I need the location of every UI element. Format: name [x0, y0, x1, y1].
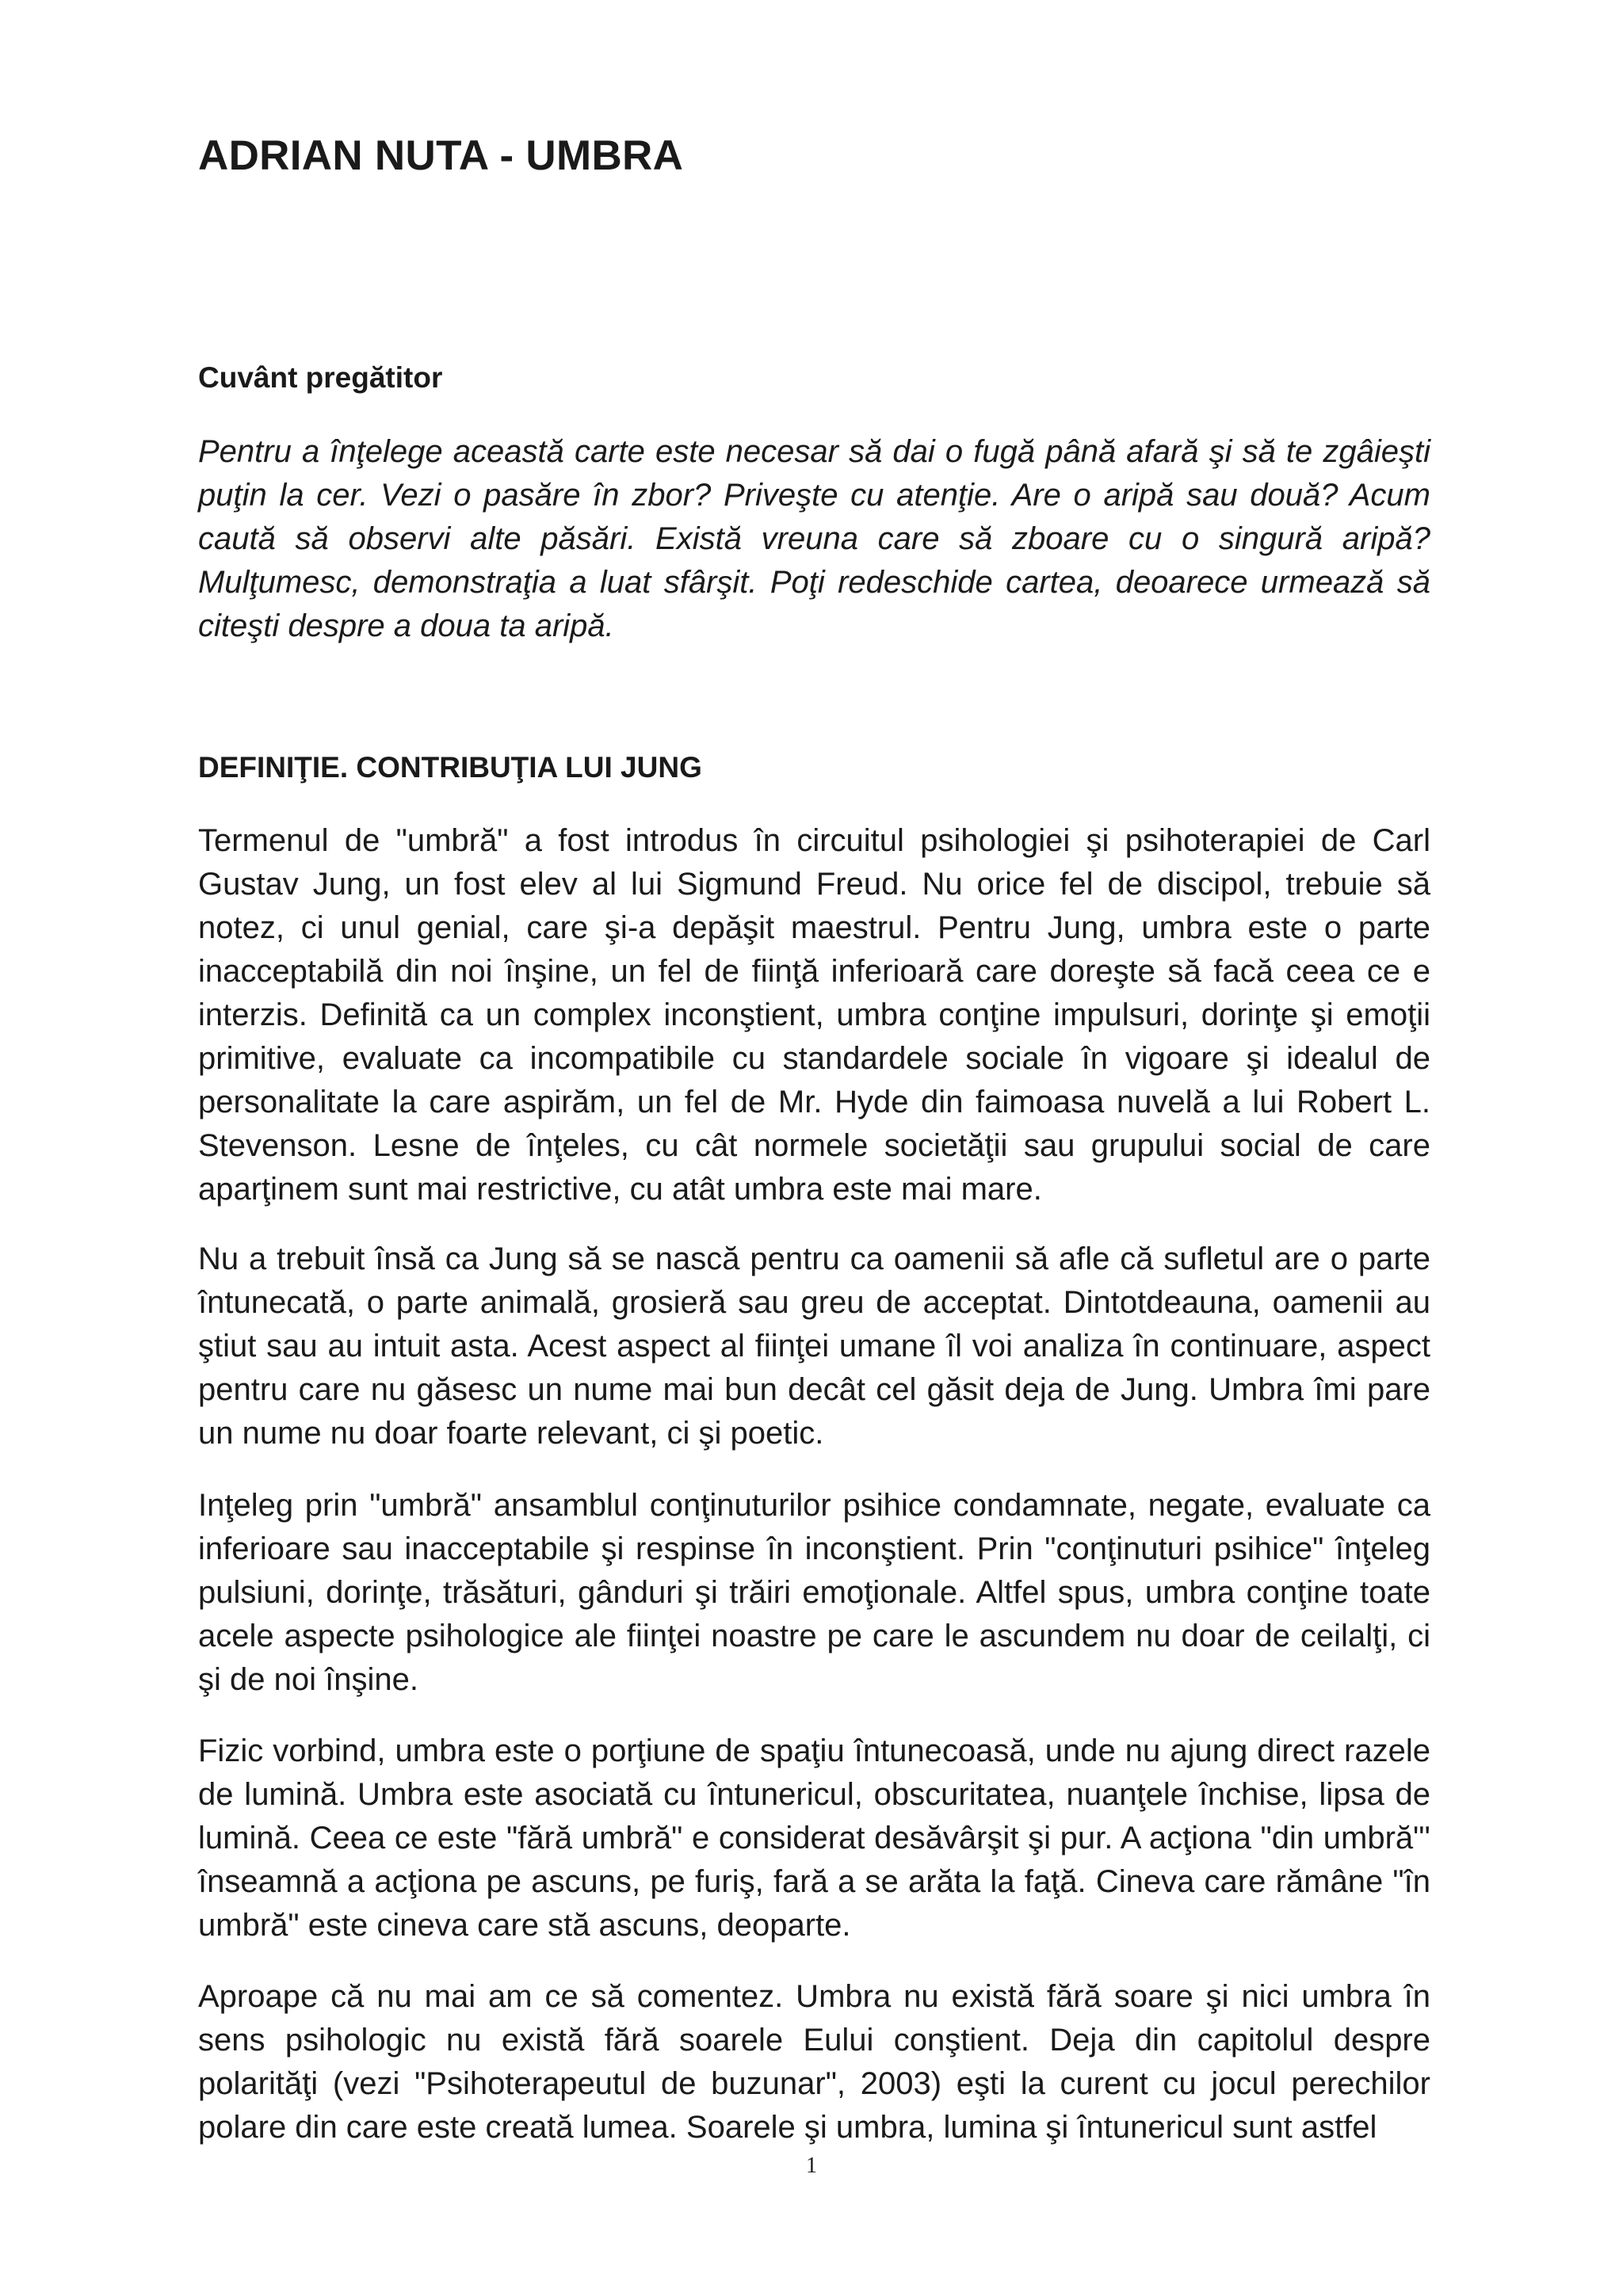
body-paragraph: Fizic vorbind, umbra este o porţiune de spaţiu întunecoasă, unde nu ajung direct razele de lumină. Umbra este asociată cu întunericul, obscuritatea, nuanţele închise, lipsa de lumină. Ceea ce este "fără umbră" e considerat desăvârşit şi pur. A acţiona "din umbră"' înseamnă a acţiona pe ascuns, pe furiş, fară a se arăta la faţă. Cineva care rămâne "în umbră" este cineva care stă ascuns, deoparte.	[198, 1733, 1430, 1943]
intro-paragraph: Pentru a înţelege această carte este necesar să dai o fugă până afară şi să te zgâieşti puţin la cer. Vezi o pasăre în zbor? Priveşte cu atenţie. Are o aripă sau două? Acum caută să observi alte păsări. Există vreuna care să zboare cu o singură aripă? Mulţumesc, demonstraţia a luat sfârşit. Poţi redeschide cartea, deoarece urmează să citeşti despre a doua ta aripă.	[198, 434, 1430, 643]
intro-heading: Cuvânt pregătitor	[198, 361, 443, 394]
body-paragraph: Termenul de "umbră" a fost introdus în circuitul psihologiei şi psihoterapiei de Carl Gustav Jung, un fost elev al lui Sigmund Freud. Nu orice fel de discipol, trebuie să notez, ci unul genial, care şi-a depăşit maestrul. Pentru Jung, umbra este o parte inacceptabilă din noi înşine, un fel de fiinţă inferioară care doreşte să facă ceea ce e interzis. Definită ca un complex inconştient, umbra conţine impulsuri, dorinţe şi emoţii primitive, evaluate ca incompatibile cu standardele sociale în vigoare şi idealul de personalitate la care aspirăm, un fel de Mr. Hyde din faimoasa nuvelă a lui Robert L. Stevenson. Lesne de înţeles, cu cât normele societăţii sau grupului social de care aparţinem sunt mai restrictive, cu atât umbra este mai mare.	[198, 823, 1430, 1207]
body-paragraph: Aproape că nu mai am ce să comentez. Umbra nu există fără soare şi nici umbra în sens psihologic nu există fără soarele Eului conştient. Deja din capitolul despre polarităţi (vezi "Psihoterapeutul de buzunar", 2003) eşti la curent cu jocul perechilor polare din care este creată lumea. Soarele şi umbra, lumina şi întunericul sunt astfel	[198, 1979, 1430, 2145]
page-number: 1	[806, 2153, 817, 2178]
document-title: ADRIAN NUTA - UMBRA	[198, 132, 684, 179]
section-heading: DEFINIŢIE. CONTRIBUŢIA LUI JUNG	[198, 751, 702, 784]
body-paragraph: Inţeleg prin "umbră" ansamblul conţinuturilor psihice condamnate, negate, evaluate ca inferioare sau inacceptabile şi respinse în inconştient. Prin "conţinuturi psihice" înţeleg pulsiuni, dorinţe, trăsături, gânduri şi trăiri emoţionale. Altfel spus, umbra conţine toate acele aspecte psihologice ale fiinţei noastre pe care le ascundem nu doar de ceilalţi, ci şi de noi înşine.	[198, 1488, 1430, 1697]
body-paragraph: Nu a trebuit însă ca Jung să se nască pentru ca oamenii să afle că sufletul are o parte întunecată, o parte animală, grosieră sau greu de acceptat. Dintotdeauna, oamenii au ştiut sau au intuit asta. Acest aspect al fiinţei umane îl voi analiza în continuare, aspect pentru care nu găsesc un nume mai bun decât cel găsit deja de Jung. Umbra îmi pare un nume nu doar foarte relevant, ci şi poetic.	[198, 1241, 1430, 1451]
